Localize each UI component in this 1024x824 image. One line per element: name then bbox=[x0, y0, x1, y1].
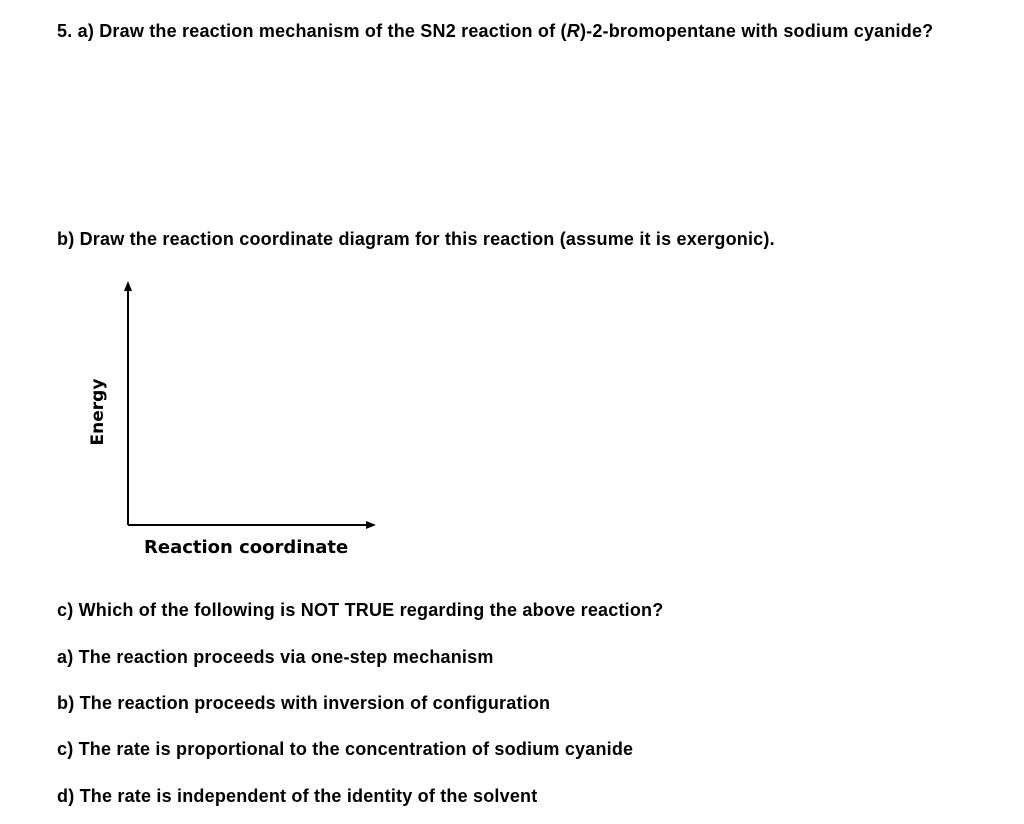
option-c: c) The rate is proportional to the concentration of sodium cyanide bbox=[57, 739, 634, 759]
question-5a-suffix: )-2-bromopentane with sodium cyanide? bbox=[579, 21, 934, 41]
x-axis-arrowhead bbox=[366, 521, 376, 529]
question-5c-text: c) Which of the following is NOT TRUE regarding the above reaction? bbox=[57, 600, 664, 620]
reaction-coordinate-diagram bbox=[80, 275, 400, 575]
y-axis-label: Energy bbox=[88, 378, 108, 446]
option-a: a) The reaction proceeds via one-step mechanism bbox=[57, 647, 494, 667]
y-axis-arrowhead bbox=[124, 281, 132, 291]
option-b: b) The reaction proceeds with inversion of configuration bbox=[57, 693, 551, 713]
question-5a-text bbox=[57, 21, 933, 42]
x-axis-label: Reaction coordinate bbox=[144, 537, 349, 558]
option-d: d) The rate is independent of the identity of the solvent bbox=[57, 786, 538, 806]
diagram-axes bbox=[80, 275, 400, 575]
question-5a-prefix: 5. a) Draw the reaction mechanism of the SN2 reaction of ( bbox=[57, 21, 567, 41]
question-5a-config: R bbox=[566, 21, 580, 41]
question-5b-text: b) Draw the reaction coordinate diagram for this reaction (assume it is exergonic). bbox=[57, 229, 775, 249]
